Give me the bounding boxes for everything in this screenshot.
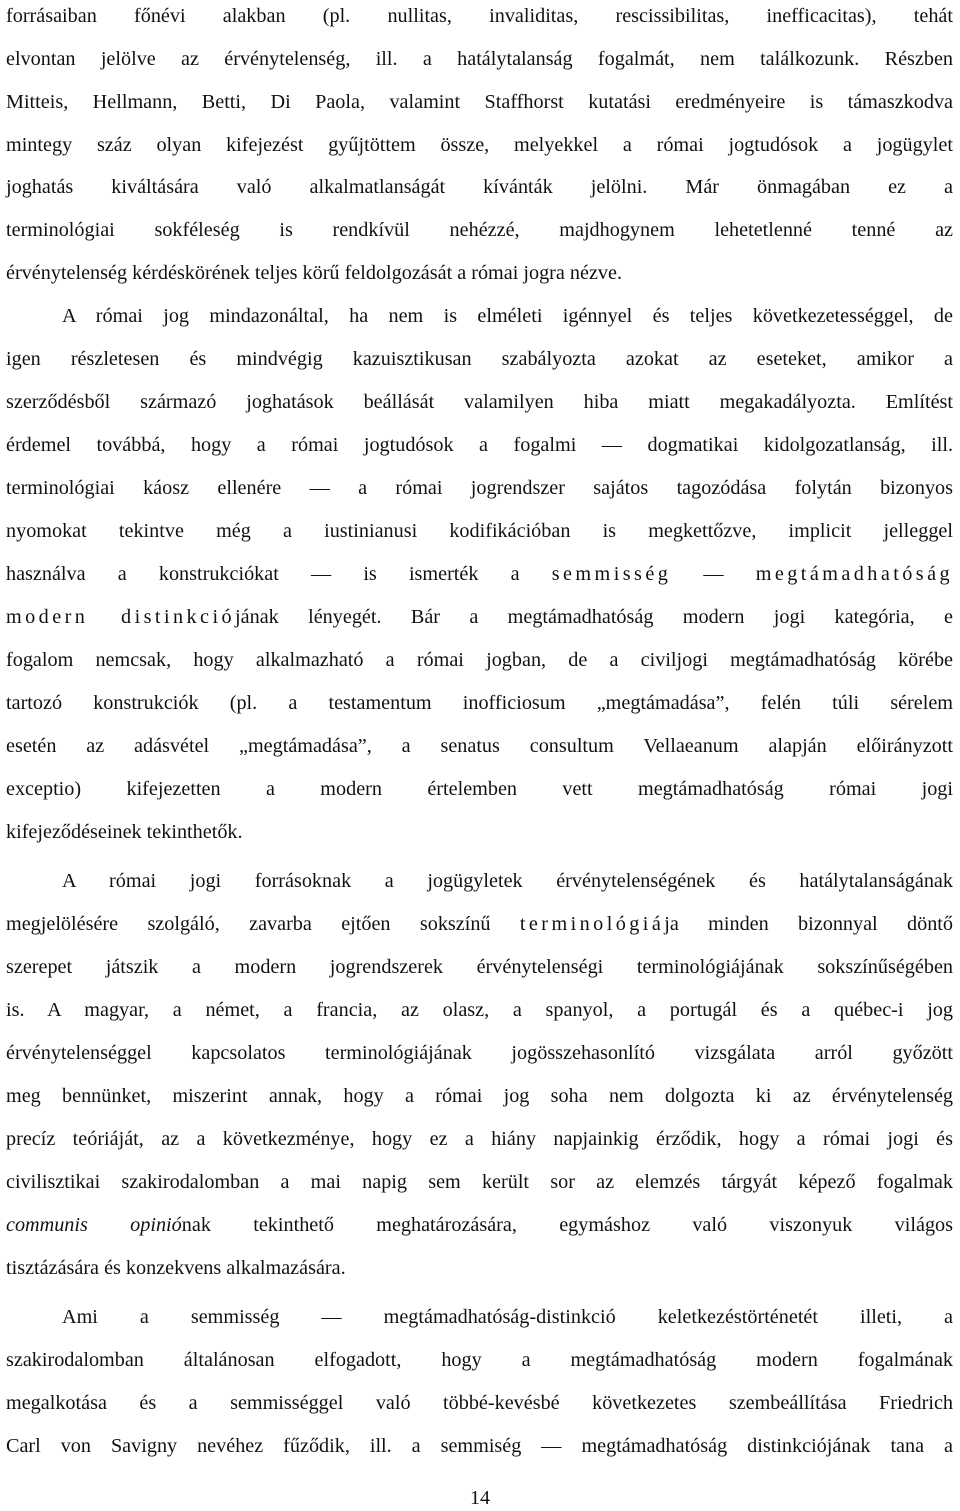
text-line: nyomokat tekintve még a iustinianusi kodifikációban is megkettőzve, implicit jelleggel: [6, 520, 953, 542]
spaced-term: terminológiá: [519, 913, 665, 935]
text-line: kifejeződéseinek tekinthetők.: [6, 821, 243, 843]
page-number: 14: [470, 1487, 490, 1509]
text-line: forrásaiban főnévi alakban (pl. nullitas, invaliditas, rescissibilitas, inefficacitas), tehát: [6, 5, 953, 27]
text-line: exceptio) kifejezetten a modern értelemben vett megtámadhatóság római jogi: [6, 778, 953, 800]
text-line: communis opiniónak tekinthető meghatározására, egymáshoz való viszonyuk világos: [6, 1214, 953, 1236]
text-line: A római jog mindazonáltal, ha nem is elméleti igénnyel és teljes következetességgel, de: [62, 305, 953, 327]
text-line: érvénytelenséggel kapcsolatos terminológiájának jogösszehasonlító vizsgálata arról győzött: [6, 1042, 953, 1064]
text-line: megalkotása és a semmisséggel való többé-kevésbé következetes szembeállítása Friedrich: [6, 1392, 953, 1414]
text-line: elvontan jelölve az érvénytelenség, ill. a hatálytalanság fogalmát, nem találkozunk. Részben: [6, 48, 953, 70]
text-line: modern distinkciójának lényegét. Bár a megtámadhatóság modern jogi kategória, e: [6, 606, 954, 628]
text-line: civilisztikai szakirodalomban a mai napig sem került sor az elemzés tárgyát képező fogalmak: [6, 1171, 953, 1193]
text-line: esetén az adásvétel „megtámadása”, a senatus consultum Vellaeanum alapján előirányzott: [6, 735, 953, 757]
text-line: Carl von Savigny nevéhez fűződik, ill. a semmiség — megtámadhatóság distinkciójának tana a: [6, 1435, 953, 1457]
text-line: szerepet játszik a modern jogrendszerek érvénytelenségi terminológiájának sokszínűségében: [6, 956, 953, 978]
text-line: joghatás kiváltására való alkalmatlanságát kívánták jelölni. Már önmagában ez a: [6, 176, 953, 198]
text-line: precíz teóriáját, az a következménye, hogy ez a hiány napjainkig érződik, hogy a római jogi és: [6, 1128, 953, 1150]
text-line: Ami a semmisség — megtámadhatóság-distinkció keletkezéstörténetét illeti, a: [62, 1306, 953, 1328]
text-line: tisztázására és konzekvens alkalmazására.: [6, 1257, 346, 1279]
text-line: fogalom nemcsak, hogy alkalmazható a római jogban, de a civiljogi megtámadhatóság körébe: [6, 649, 953, 671]
spaced-term: modern distinkció: [6, 606, 236, 628]
text-line: meg bennünket, miszerint annak, hogy a római jog soha nem dolgozta ki az érvénytelenség: [6, 1085, 953, 1107]
text-line: szakirodalomban általánosan elfogadott, hogy a megtámadhatóság modern fogalmának: [6, 1349, 953, 1371]
spaced-term: semmisség: [551, 563, 672, 585]
text-line: Mitteis, Hellmann, Betti, Di Paola, valamint Staffhorst kutatási eredményeire is támaszkodva: [6, 91, 953, 113]
text-line: érdemel továbbá, hogy a római jogtudósok a fogalmi — dogmatikai kidolgozatlanság, ill.: [6, 434, 953, 456]
text-line: A római jogi forrásoknak a jogügyletek érvénytelenségének és hatálytalanságának: [62, 870, 953, 892]
text-line: terminológiai káosz ellenére — a római jogrendszer sajátos tagozódása folytán bizonyos: [6, 477, 953, 499]
text-line: mintegy száz olyan kifejezést gyűjtöttem össze, melyekkel a római jogtudósok a jogügylet: [6, 134, 953, 156]
text-line: igen részletesen és mindvégig kazuisztikusan szabályozta azokat az eseteket, amikor a: [6, 348, 953, 370]
text-line: terminológiai sokféleség is rendkívül nehézzé, majdhogynem lehetetlenné tenné az: [6, 219, 953, 241]
text-line: érvénytelenség kérdéskörének teljes körű feldolgozását a római jogra nézve.: [6, 262, 623, 284]
text-line: is. A magyar, a német, a francia, az olasz, a spanyol, a portugál és a québec-i jog: [6, 999, 953, 1021]
text-line: használva a konstrukciókat — is ismerték a semmisség — megtámadhatóság: [6, 563, 954, 585]
text-line: szerződésből származó joghatások beállását valamilyen hiba miatt megakadályozta. Említést: [6, 391, 953, 413]
text-line: megjelölésére szolgáló, zavarba ejtően sokszínű terminológiája minden bizonnyal döntő: [6, 913, 953, 935]
spaced-term: megtámadhatóság: [755, 563, 954, 585]
text-line: tartozó konstrukciók (pl. a testamentum inofficiosum „megtámadása”, felén túli sérelem: [6, 692, 953, 714]
italic-term: communis opinió: [6, 1214, 182, 1236]
